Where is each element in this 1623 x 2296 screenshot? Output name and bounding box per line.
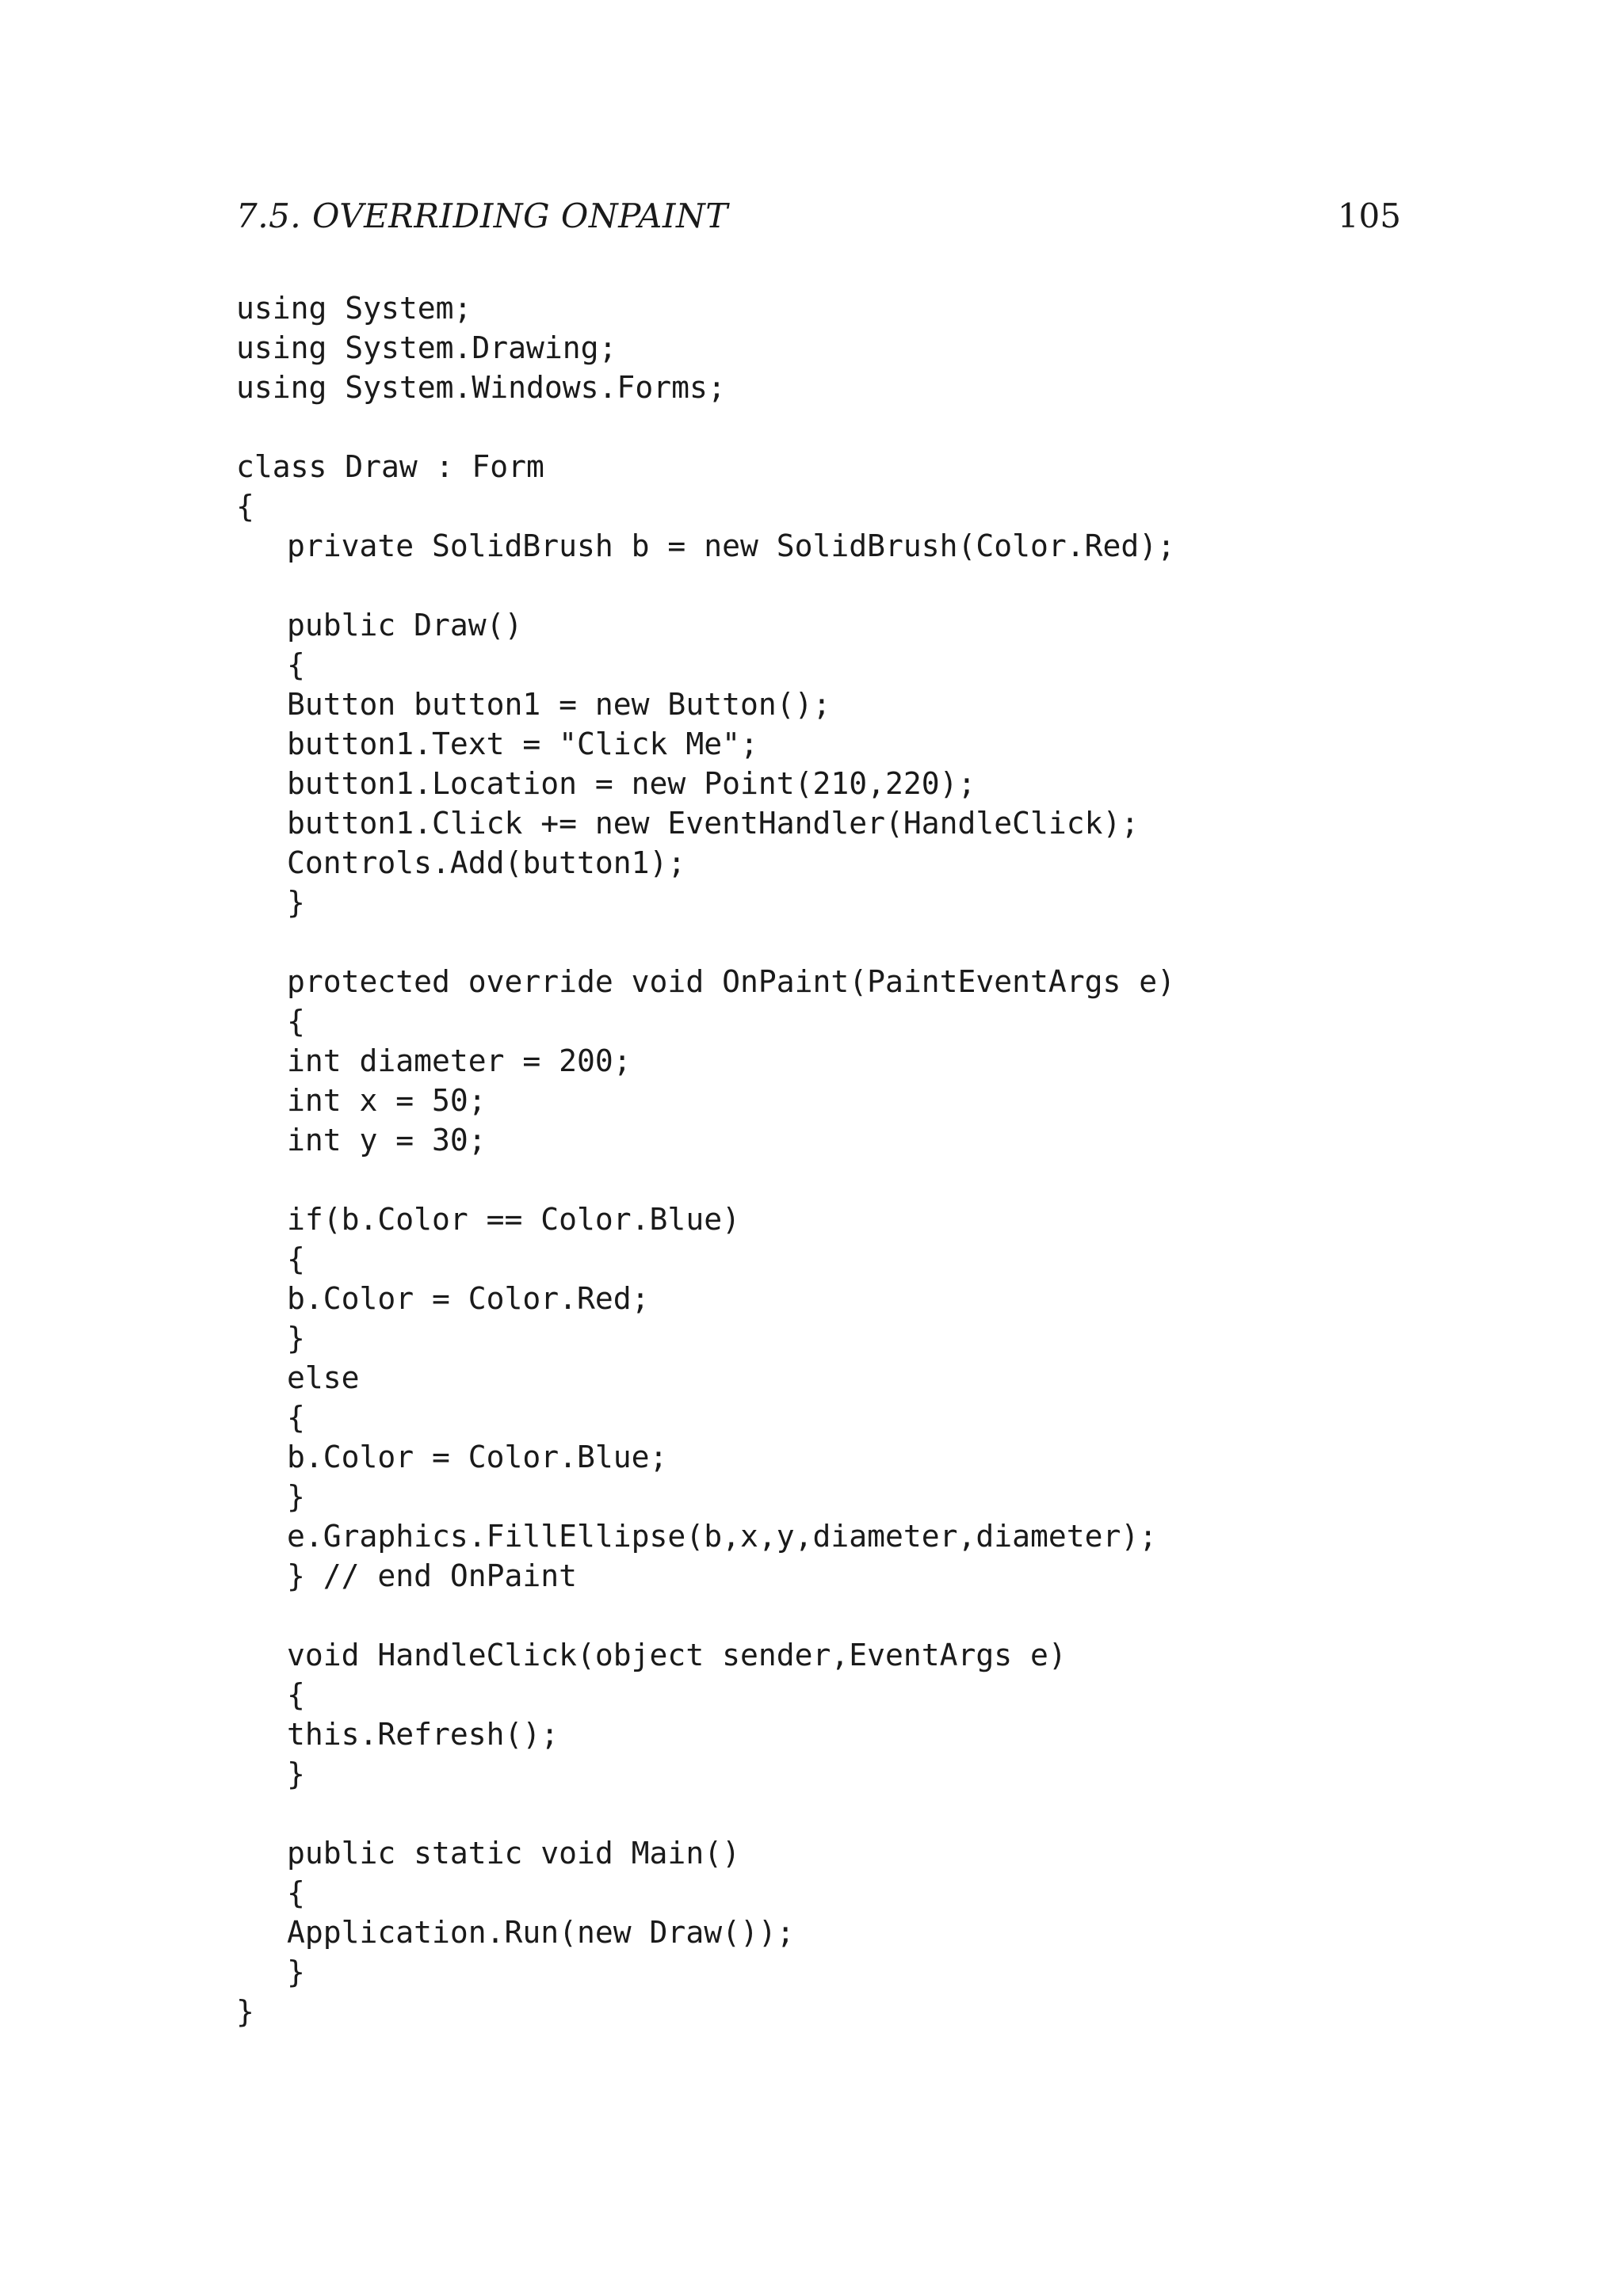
code-line: protected override void OnPaint(PaintEventArgs e) bbox=[287, 964, 1176, 999]
code-line: else bbox=[287, 1360, 360, 1395]
code-line: button1.Location = new Point(210,220); bbox=[287, 766, 976, 801]
code-line: if(b.Color == Color.Blue) bbox=[287, 1202, 740, 1237]
code-line: public Draw() bbox=[287, 608, 523, 643]
code-line bbox=[236, 1596, 1401, 1635]
code-line: int x = 50; bbox=[287, 1083, 487, 1118]
code-line: button1.Click += new EventHandler(HandleClick); bbox=[287, 806, 1140, 841]
code-line: using System.Drawing; bbox=[236, 330, 617, 365]
code-line: } bbox=[236, 1994, 254, 2029]
code-line: Controls.Add(button1); bbox=[287, 845, 686, 880]
code-line: this.Refresh(); bbox=[287, 1717, 559, 1752]
code-line: e.Graphics.FillEllipse(b,x,y,diameter,diameter); bbox=[287, 1519, 1158, 1554]
code-line: b.Color = Color.Blue; bbox=[287, 1440, 668, 1474]
code-line: using System.Windows.Forms; bbox=[236, 370, 726, 405]
code-line: private SolidBrush b = new SolidBrush(Color.Red); bbox=[287, 528, 1176, 563]
code-line: } bbox=[287, 1321, 305, 1356]
code-line: int y = 30; bbox=[287, 1123, 487, 1158]
code-listing bbox=[236, 288, 1401, 2031]
code-line: { bbox=[236, 489, 254, 524]
code-line: button1.Text = "Click Me"; bbox=[287, 727, 758, 761]
code-line: void HandleClick(object sender,EventArgs e) bbox=[287, 1638, 1067, 1672]
section-title: 7.5. OVERRIDING ONPAINT bbox=[236, 196, 728, 235]
code-line bbox=[236, 922, 1401, 962]
code-line: } // end OnPaint bbox=[287, 1558, 578, 1593]
code-line: using System; bbox=[236, 291, 472, 326]
code-line bbox=[236, 407, 1401, 447]
code-line bbox=[236, 566, 1401, 605]
code-line: b.Color = Color.Red; bbox=[287, 1281, 650, 1316]
code-line: } bbox=[287, 885, 305, 920]
code-line: class Draw : Form bbox=[236, 449, 544, 484]
code-line: { bbox=[287, 1241, 305, 1276]
code-line: } bbox=[287, 1756, 305, 1791]
page-number: 105 bbox=[1337, 196, 1401, 235]
running-header bbox=[236, 196, 1401, 244]
code-line: int diameter = 200; bbox=[287, 1043, 632, 1078]
code-line: public static void Main() bbox=[287, 1836, 740, 1871]
code-line: Application.Run(new Draw()); bbox=[287, 1915, 795, 1950]
code-line: } bbox=[287, 1955, 305, 1989]
code-line: { bbox=[287, 1875, 305, 1910]
code-line: { bbox=[287, 1400, 305, 1435]
code-line: { bbox=[287, 1677, 305, 1712]
code-line: } bbox=[287, 1479, 305, 1514]
code-line: Button button1 = new Button(); bbox=[287, 687, 831, 722]
code-line: { bbox=[287, 647, 305, 682]
code-line: { bbox=[287, 1004, 305, 1039]
code-line bbox=[236, 1794, 1401, 1833]
code-line bbox=[236, 1160, 1401, 1199]
